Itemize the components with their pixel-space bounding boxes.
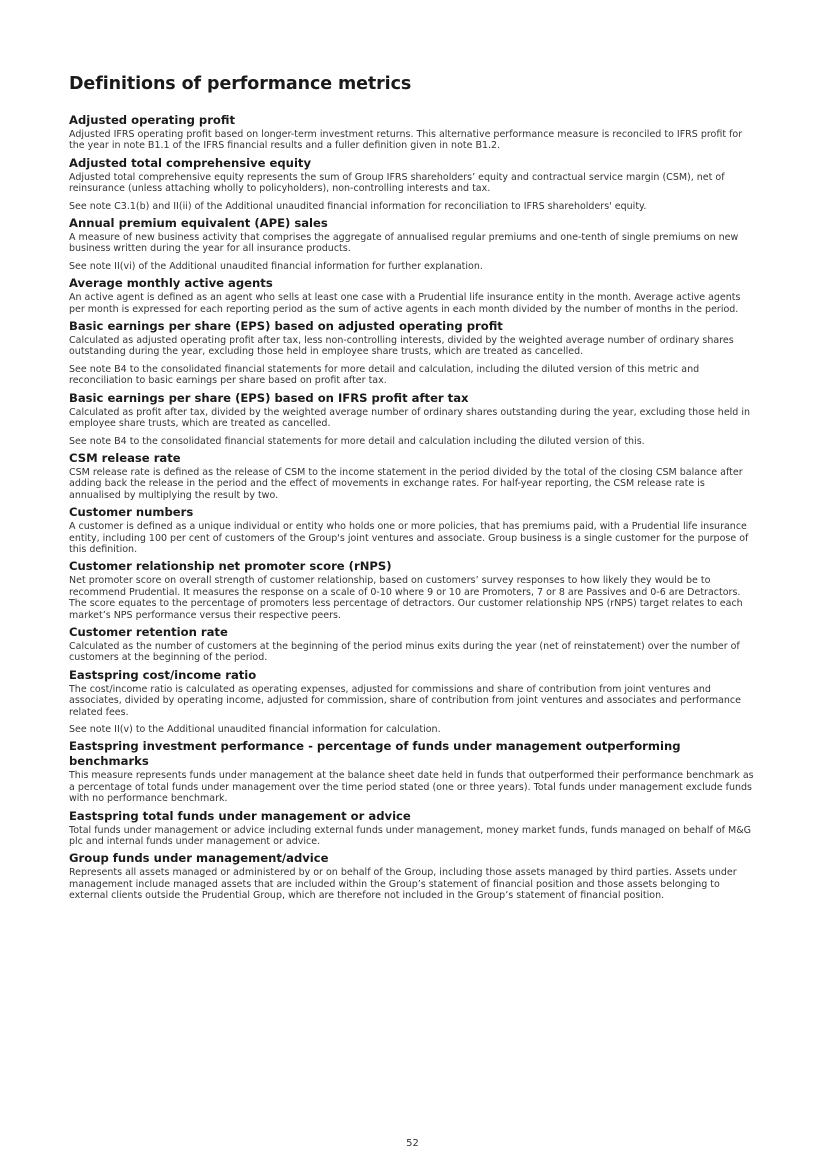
definition-section bbox=[69, 216, 755, 272]
definition-text: CSM release rate is defined as the release of CSM to the income statement in the period divided by the total of the closing CSM balance after adding back the release in the period and the effect of movements in exchange rates. For half-year reporting, the CSM release rate is annualised by multiplying the result by two. bbox=[69, 466, 743, 501]
definition-heading: Average monthly active agents bbox=[69, 276, 273, 291]
definition-text: Represents all assets managed or administered by or on behalf of the Group, including those assets managed by third parties. Assets under management include managed assets that are included within the Group’s statement of financial position and those assets belonging to external clients outside the Prudential Group, which are therefore not included in the Group’s statement of financial position. bbox=[69, 867, 737, 902]
definition-section bbox=[69, 625, 755, 664]
definition-section bbox=[69, 668, 755, 736]
definition-heading: Adjusted operating profit bbox=[69, 113, 236, 127]
definition-text: Net promoter score on overall strength of customer relationship, based on customers’ survey responses to how likely they would be to recommend Prudential. It measures the response on a scale of 0-10 where 9 or 10 are Promoters, 7 or 8 are Passives and 0-6 are Detractors. The score equates to the percentage of promoters less percentage of detractors. Our customer relationship NPS (rNPS) target relates to each market’s NPS performance versus their respective peers. bbox=[69, 575, 743, 621]
definition-text: A measure of new business activity that comprises the aggregate of annualised regular premiums and one-tenth of single premiums on new business written during the year for all insurance products. bbox=[69, 232, 739, 255]
definition-text: Calculated as the number of customers at the beginning of the period minus exits during the year (net of reinstatement) over the number of customers at the beginning of the period. bbox=[69, 640, 740, 664]
definitions-list bbox=[69, 113, 755, 902]
definition-text: This measure represents funds under management at the balance sheet date held in funds that outperformed their performance benchmark as a percentage of total funds under management over the time period stated (one or three years). Total funds under management exclude funds with no performance benchmark. bbox=[69, 770, 754, 805]
definition-text: Calculated as profit after tax, divided by the weighted average number of ordinary shares outstanding during the year, excluding those held in employee share trusts, which are treated as cancelled. bbox=[69, 406, 751, 430]
definition-text: Calculated as adjusted operating profit after tax, less non-controlling interests, divided by the weighted average number of ordinary shares outstanding during the year, excluding those held in employee share trusts, which are treated as cancelled. bbox=[69, 335, 734, 358]
definition-heading: Basic earnings per share (EPS) based on adjusted operating profit bbox=[69, 319, 503, 334]
definition-heading: Adjusted total comprehensive equity bbox=[69, 155, 312, 170]
definition-text: A customer is defined as a unique individual or entity who holds one or more policies, that has premiums paid, with a Prudential life insurance entity, including 100 per cent of customers of the Group's joint ventures and associate. Group business is a single customer for the purpose of this definition. bbox=[69, 521, 749, 555]
page-number: 52 bbox=[406, 1138, 419, 1149]
definition-text: See note C3.1(b) and II(ii) of the Additional unaudited financial information for reconciliation to IFRS shareholders' equity. bbox=[69, 200, 647, 212]
definition-text: See note B4 to the consolidated financial statements for more detail and calculation including the diluted version of this. bbox=[69, 435, 645, 447]
definition-heading: Customer numbers bbox=[69, 505, 194, 520]
definition-section bbox=[69, 319, 755, 387]
definition-section bbox=[69, 391, 755, 447]
definition-heading: Eastspring cost/income ratio bbox=[69, 667, 257, 682]
definition-heading: CSM release rate bbox=[69, 450, 181, 465]
definition-text: Total funds under management or advice including external funds under management, money market funds, funds managed on behalf of M&G plc and internal funds under management or advice. bbox=[69, 824, 751, 848]
definition-section bbox=[69, 851, 755, 901]
definition-heading: Eastspring total funds under management or advice bbox=[69, 808, 411, 823]
document-page bbox=[69, 74, 755, 906]
definition-text: See note II(vi) of the Additional unaudited financial information for further explanation. bbox=[69, 260, 483, 272]
definition-heading: Customer retention rate bbox=[69, 624, 228, 639]
page-title: Definitions of performance metrics bbox=[69, 74, 412, 94]
definition-section bbox=[69, 505, 755, 555]
definition-section bbox=[69, 451, 755, 501]
definition-section bbox=[69, 113, 755, 152]
definition-text: See note B4 to the consolidated financial statements for more detail and calculation, including the diluted version of this metric and reconciliation to basic earnings per share based on profit after tax. bbox=[69, 363, 700, 387]
definition-text: Adjusted total comprehensive equity represents the sum of Group IFRS shareholders’ equity and contractual service margin (CSM), net of reinsurance (unless attaching wholly to policyholders), non-controlling interests and tax. bbox=[69, 171, 725, 195]
definition-section bbox=[69, 156, 755, 212]
definition-heading: Basic earnings per share (EPS) based on IFRS profit after tax bbox=[69, 390, 469, 405]
definition-section bbox=[69, 739, 755, 804]
definition-text: An active agent is defined as an agent who sells at least one case with a Prudential life insurance entity in the month. Average active agents per month is expressed for each reporting period as the sum of active agents in each month divided by the number of months in the period. bbox=[69, 292, 741, 315]
definition-text: The cost/income ratio is calculated as operating expenses, adjusted for commissions and share of contribution from joint ventures and associates, divided by operating income, adjusted for commission, share of contribution from joint ventures and associates and performance related fees. bbox=[69, 683, 741, 718]
definition-section bbox=[69, 559, 755, 621]
definition-text: Adjusted IFRS operating profit based on longer-term investment returns. This alternative performance measure is reconciled to IFRS profit for the year in note B1.1 of the IFRS financial results and a fuller definition given in note B1.2. bbox=[69, 129, 743, 152]
definition-heading: Eastspring investment performance - percentage of funds under management outperforming benchmarks bbox=[69, 739, 681, 769]
definition-heading: Customer relationship net promoter score (rNPS) bbox=[69, 559, 392, 574]
definition-text: See note II(v) to the Additional unaudited financial information for calculation. bbox=[69, 724, 441, 735]
definition-heading: Group funds under management/advice bbox=[69, 851, 329, 866]
definition-section bbox=[69, 809, 755, 848]
definition-heading: Annual premium equivalent (APE) sales bbox=[69, 216, 328, 231]
definition-section bbox=[69, 276, 755, 315]
